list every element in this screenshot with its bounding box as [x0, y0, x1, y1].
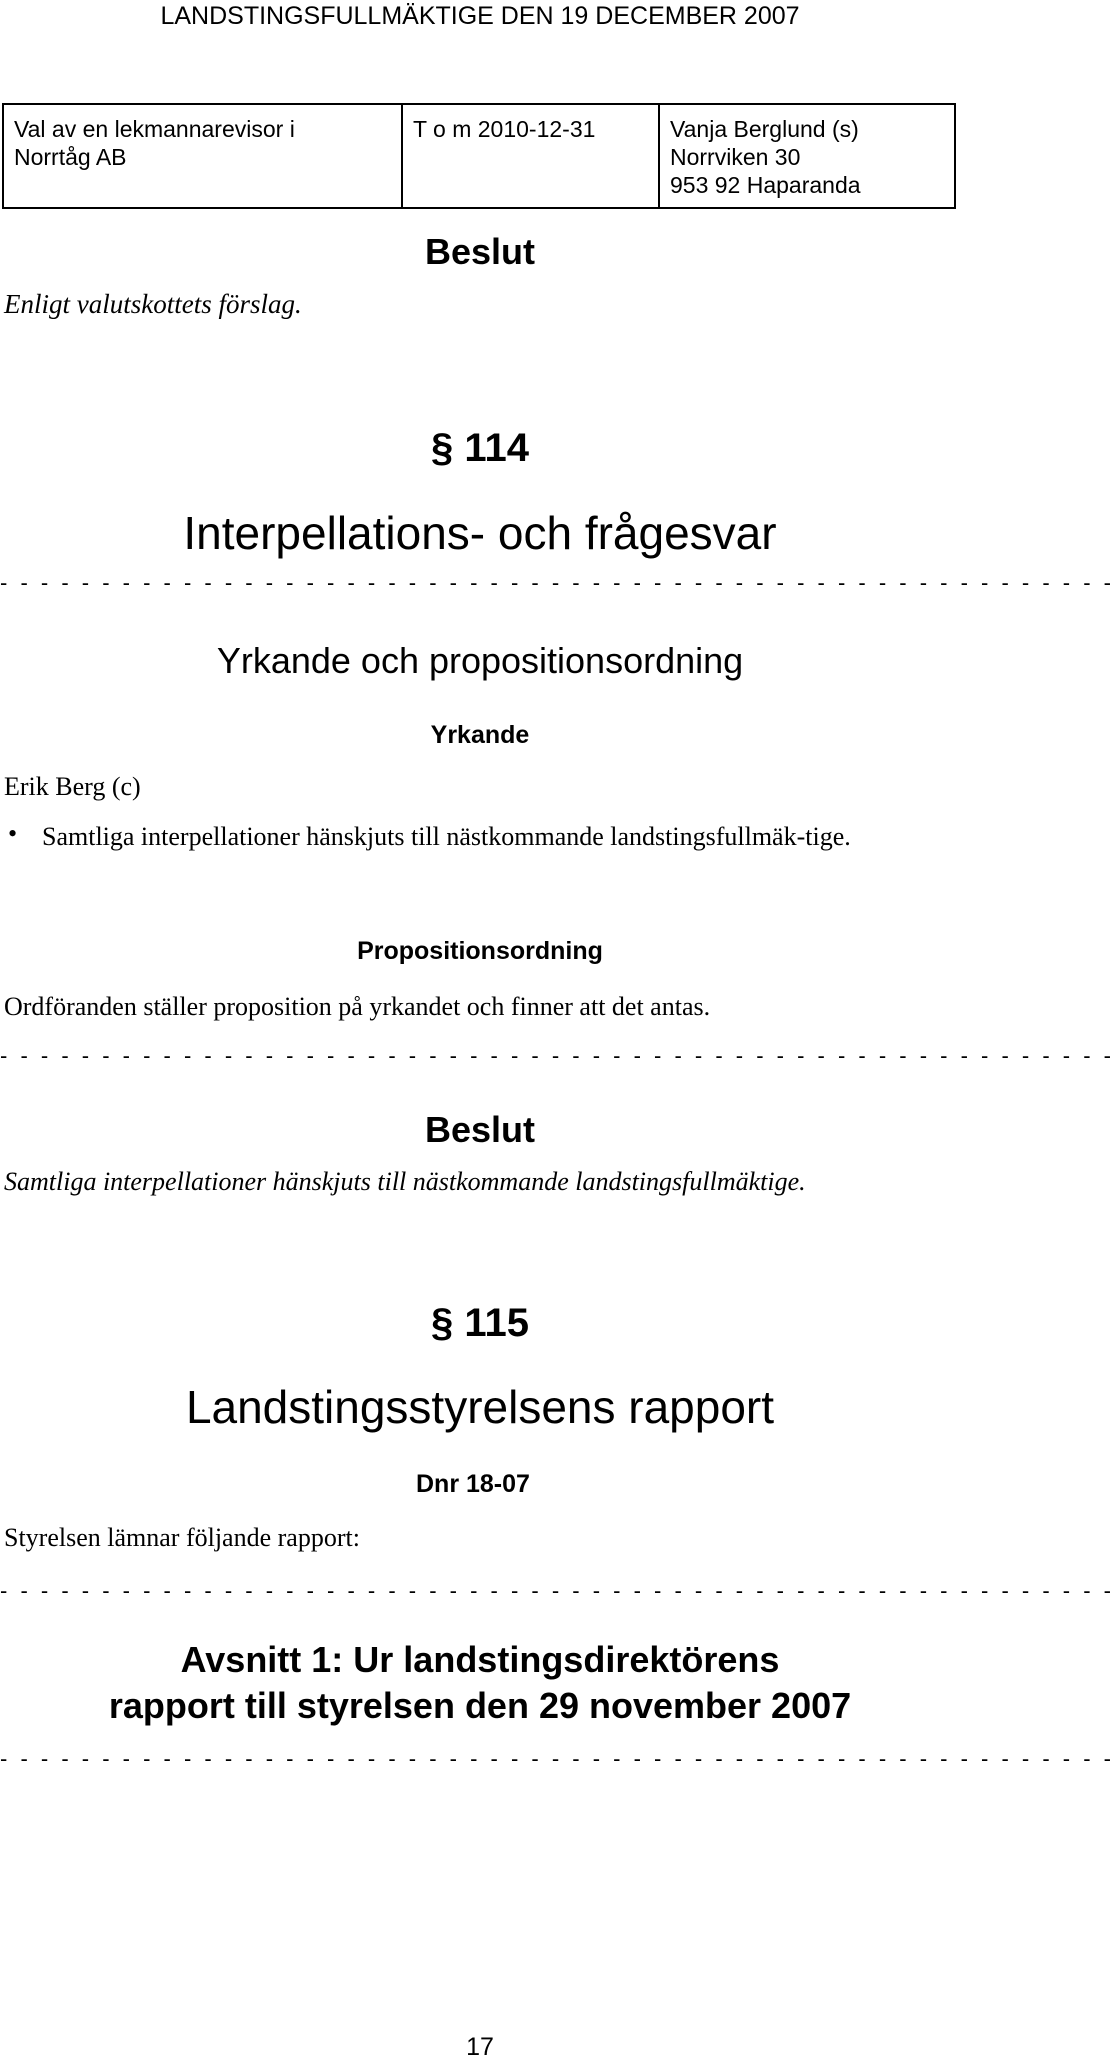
table-cell-role [4, 105, 403, 207]
table-cell-person [660, 105, 954, 207]
table-cell-line: 953 92 Haparanda [670, 172, 861, 198]
page-header: LANDSTINGSFULLMÄKTIGE DEN 19 DECEMBER 2007 [160, 2, 800, 30]
auditor-table [2, 103, 956, 209]
bullet-glyph: • [8, 819, 18, 848]
paragraph-number: § 115 [431, 1301, 529, 1345]
yrkande-label: Yrkande [430, 721, 530, 749]
dnr-label: Dnr 18-07 [416, 1470, 530, 1498]
bullet-text: Samtliga interpellationer hänskjuts till nästkommande landstingsfullmäk-tige. [42, 822, 851, 851]
dashed-separator: - - - - - - - - - - - - - - - - - - - - - - - - - - - - - - - - - - - - - - - - - - - - - - - - - - - - - - - [0, 1746, 1115, 1771]
table-cell-line: Norrtåg AB [14, 144, 127, 170]
section-subheading: Yrkande och propositionsordning [216, 640, 744, 681]
decision-text: Enligt valutskottets förslag. [4, 289, 302, 319]
report-intro: Styrelsen lämnar följande rapport: [4, 1523, 360, 1552]
table-cell-line: Norrviken 30 [670, 144, 801, 170]
section-title: Landstingsstyrelsens rapport [185, 1381, 775, 1433]
dashed-separator: - - - - - - - - - - - - - - - - - - - - - - - - - - - - - - - - - - - - - - - - - - - - - - - - - - - - - - - [0, 570, 1115, 595]
table-cell-line: Vanja Berglund (s) [670, 116, 859, 142]
avsnitt-title-line: Avsnitt 1: Ur landstingsdirektörens [180, 1639, 780, 1680]
dashed-separator: - - - - - - - - - - - - - - - - - - - - - - - - - - - - - - - - - - - - - - - - - - - - - - - - - - - - - - - [0, 1043, 1115, 1068]
prop-label: Propositionsordning [357, 937, 603, 965]
dashed-separator: - - - - - - - - - - - - - - - - - - - - - - - - - - - - - - - - - - - - - - - - - - - - - - - - - - - - - - - [0, 1578, 1115, 1603]
decision-text: Samtliga interpellationer hänskjuts till nästkommande landstingsfullmäktige. [4, 1167, 806, 1196]
decision-heading: Beslut [424, 1109, 536, 1150]
table-cell-line: Val av en lekmannarevisor i [14, 116, 295, 142]
paragraph-number: § 114 [431, 426, 529, 470]
section-title: Interpellations- och frågesvar [183, 507, 777, 559]
table-cell-line: T o m 2010-12-31 [413, 116, 596, 142]
speaker-name: Erik Berg (c) [4, 772, 141, 801]
table-cell-term [403, 105, 660, 207]
avsnitt-title-line: rapport till styrelsen den 29 november 2007 [108, 1685, 852, 1726]
page-number: 17 [466, 2033, 494, 2061]
prop-text: Ordföranden ställer proposition på yrkandet och finner att det antas. [4, 992, 711, 1021]
decision-heading: Beslut [424, 231, 536, 272]
